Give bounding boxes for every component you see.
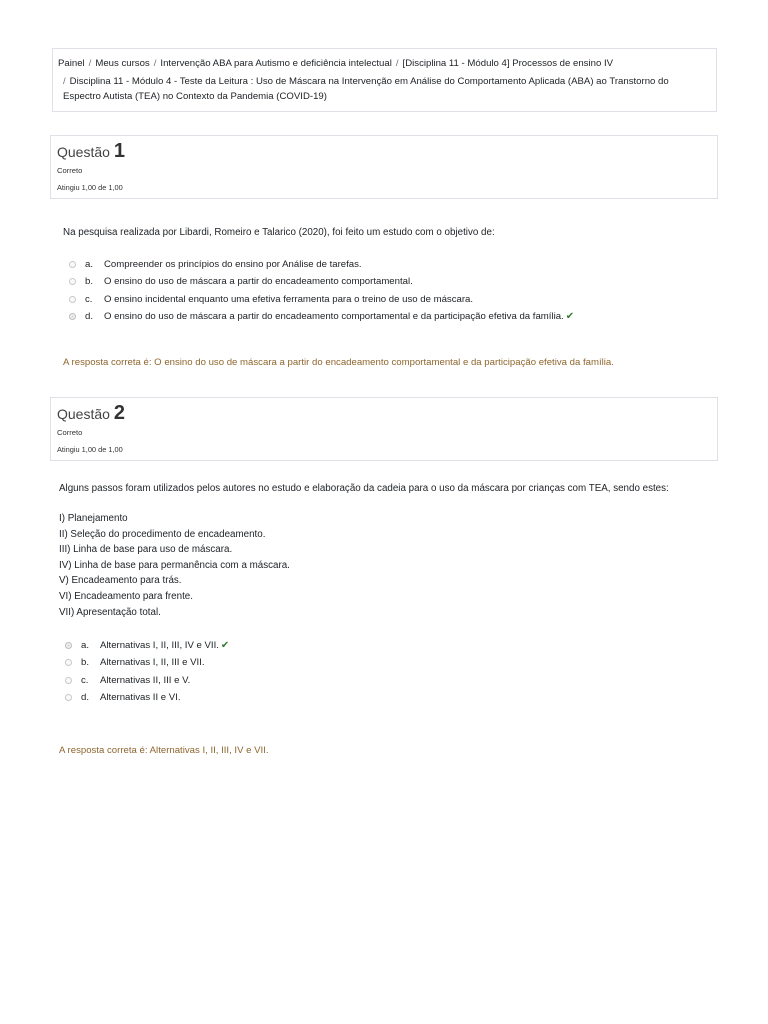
step-item: VII) Apresentação total. (59, 606, 161, 618)
question-info-1 (50, 135, 718, 199)
radio-button[interactable] (65, 694, 72, 701)
step-item: I) Planejamento (59, 513, 128, 524)
option-label: O ensino incidental enquanto uma efetiva ferramenta para o treino de uso de máscara. (104, 293, 474, 305)
breadcrumb-link-quiz[interactable]: Disciplina 11 - Módulo 4 - Teste da Leitura : Uso de Máscara na Intervenção em Análise do Comportamento Aplicada (ABA) ao Transtorno do Espectro Autista (TEA) no Contexto da Pandemia (COVID-19) (63, 75, 669, 102)
answer-options-2 (65, 637, 229, 706)
answer-options-1 (69, 256, 574, 325)
breadcrumb (52, 48, 717, 112)
question-number: Questão 2 (57, 402, 125, 424)
radio-button[interactable] (69, 278, 76, 285)
answer-option[interactable]: b. O ensino do uso de máscara a partir do encadeamento comportamental. (69, 273, 574, 290)
question-number: Questão 1 (57, 140, 125, 162)
breadcrumb-link-course[interactable]: Intervenção ABA para Autismo e deficiência intelectual (160, 58, 392, 69)
correct-answer-feedback-1: A resposta correta é: O ensino do uso de máscara a partir do encadeamento comportamental e da participação efetiva da família. (63, 357, 614, 368)
breadcrumb-separator: / (153, 58, 157, 69)
radio-button[interactable] (65, 677, 72, 684)
answer-option[interactable]: a. Compreender os princípios do ensino por Análise de tarefas. (69, 256, 574, 273)
radio-button[interactable] (69, 296, 76, 303)
breadcrumb-link-meus-cursos[interactable]: Meus cursos (95, 58, 150, 69)
answer-option-selected[interactable]: a. Alternativas I, II, III, IV e VII. ✔ (65, 637, 229, 654)
radio-button-selected[interactable] (65, 642, 72, 649)
question-text-2: Alguns passos foram utilizados pelos autores no estudo e elaboração da cadeia para o uso da máscara por crianças com TEA, sendo estes: (59, 483, 669, 494)
step-item: VI) Encadeamento para frente. (59, 590, 193, 602)
breadcrumb-link-painel[interactable]: Painel (58, 58, 85, 69)
check-icon: ✔ (565, 311, 575, 323)
correct-answer-feedback-2: A resposta correta é: Alternativas I, II, III, IV e VII. (59, 745, 269, 756)
step-item: III) Linha de base para uso de máscara. (59, 544, 233, 556)
answer-option[interactable]: c. O ensino incidental enquanto uma efetiva ferramenta para o treino de uso de máscara. (69, 291, 574, 308)
option-label: Compreender os princípios do ensino por Análise de tarefas. (104, 259, 362, 271)
question-grade: Atingiu 1,00 de 1,00 (57, 445, 123, 454)
question-info-2 (50, 397, 718, 461)
radio-button[interactable] (65, 659, 72, 666)
option-label: O ensino do uso de máscara a partir do encadeamento comportamental e da participação efetiva da família. (104, 311, 564, 323)
option-label: O ensino do uso de máscara a partir do encadeamento comportamental. (104, 276, 413, 288)
question-steps-list (59, 511, 290, 620)
answer-option[interactable]: b. Alternativas I, II, III e VII. (65, 654, 229, 671)
option-label: Alternativas I, II, III e VII. (100, 657, 205, 669)
breadcrumb-separator: / (63, 75, 66, 87)
breadcrumb-link-section[interactable]: [Disciplina 11 - Módulo 4] Processos de ensino IV (402, 58, 614, 69)
question-grade: Atingiu 1,00 de 1,00 (57, 183, 123, 192)
answer-option-selected[interactable]: d. O ensino do uso de máscara a partir do encadeamento comportamental e da participação efetiva da família. ✔ (69, 308, 574, 325)
answer-option[interactable]: d. Alternativas II e VI. (65, 689, 229, 706)
step-item: II) Seleção do procedimento de encadeamento. (59, 528, 266, 540)
question-state: Correto (57, 428, 83, 437)
question-state: Correto (57, 166, 83, 175)
question-text-1: Na pesquisa realizada por Libardi, Romeiro e Talarico (2020), foi feito um estudo com o objetivo de: (63, 227, 495, 238)
radio-button-selected[interactable] (69, 313, 76, 320)
option-label: Alternativas II e VI. (100, 692, 181, 704)
step-item: V) Encadeamento para trás. (59, 575, 182, 587)
check-icon: ✔ (220, 640, 230, 652)
breadcrumb-separator: / (395, 58, 399, 69)
radio-button[interactable] (69, 261, 76, 268)
option-label: Alternativas I, II, III, IV e VII. (100, 640, 219, 652)
option-label: Alternativas II, III e V. (100, 674, 191, 686)
step-item: IV) Linha de base para permanência com a máscara. (59, 559, 290, 571)
breadcrumb-separator: / (88, 58, 92, 69)
answer-option[interactable]: c. Alternativas II, III e V. (65, 672, 229, 689)
